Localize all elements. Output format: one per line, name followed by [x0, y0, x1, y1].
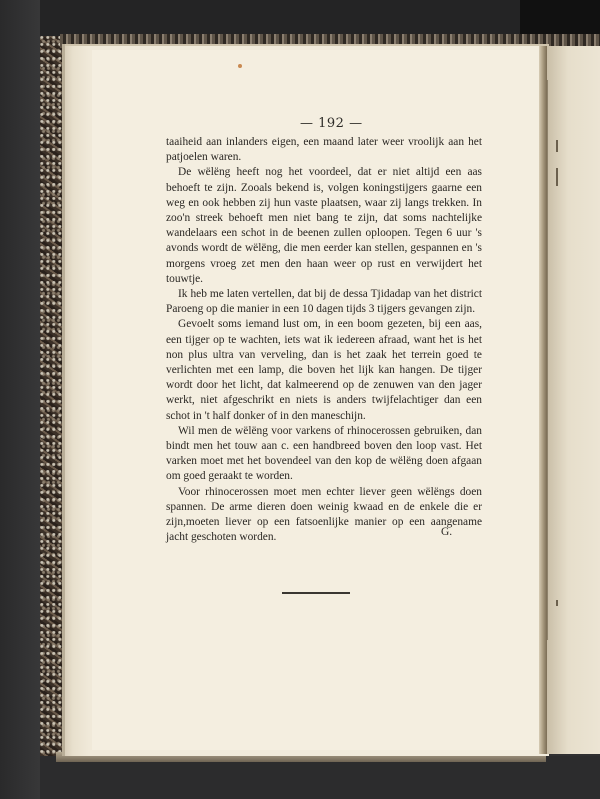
- page-number: — 192 —: [300, 116, 363, 131]
- facing-page-mark: [556, 168, 558, 186]
- paragraph: De wëlëng heeft nog het voordeel, dat er niet altijd een aas behoeft te zijn. Zooals bekend is, volgen koningstijgers gaarne een weg en ook hebben zij hun vaste plaatsen, waar zij langs trekken. In zoo'n streek behoeft men niet bang te zijn, dat soms nachtelijke wandelaars een schot in de beenen zullen oploopen. Tegen 6 uur 's avonds wordt de wëlëng, die men eerder kan stellen, gespannen en 's morgens vroeg zet men den haan weer op rust en verwijdert het touwtje.: [166, 166, 482, 285]
- paper-speck: [238, 64, 242, 68]
- paragraph: Ik heb me laten vertellen, dat bij de dessa Tjidadap van het district Paroeng op die manier in een 10 dagen tijds 3 tijgers gevangen zijn.: [166, 288, 482, 316]
- facing-page-mark: [556, 600, 558, 606]
- facing-page-mark: [556, 140, 558, 152]
- page-text: [166, 135, 482, 545]
- facing-page-edge: [547, 46, 600, 754]
- facing-page-mark: [547, 80, 548, 640]
- scanner-bottom-edge: [40, 756, 600, 799]
- paragraph: taaiheid aan inlanders eigen, een maand later weer vroolijk aan het patjoelen waren.: [166, 136, 482, 164]
- author-signature: G.: [441, 526, 453, 538]
- book-gutter: [539, 46, 547, 754]
- paragraph: Gevoelt soms iemand lust om, in een boom gezeten, bij een aas, een tijger op te wachten, iets wat ik iedereen afraad, want het is het non plus ultra van verveling, dan is het zaak het terrein goed te verlichten met een lamp, die boven het lijk kan hangen. De tijger wordt door het licht, dat kalmeerend op de zenuwen van den jager werkt, niet afgeschrikt en niets is anders twijfelachtiger dan een schot in 't half donker of in den maneschijn.: [166, 318, 482, 422]
- paragraph: Voor rhinocerossen moet men echter liever geen wëlëngs doen spannen. De arme dieren doen weinig kwaad en de enkele die er zijn,moeten liever op een fatsoenlijke manier op een aangename jacht geschoten worden.: [166, 485, 482, 544]
- end-rule: [282, 592, 350, 594]
- paragraph: Wil men de wëlëng voor varkens of rhinocerossen gebruiken, dan bindt men het touw aan c. een handbreed boven den loop vast. Het varken moet met het bovendeel van den kop de wëlëng doen afgaan om goed geraakt te worden.: [166, 424, 482, 483]
